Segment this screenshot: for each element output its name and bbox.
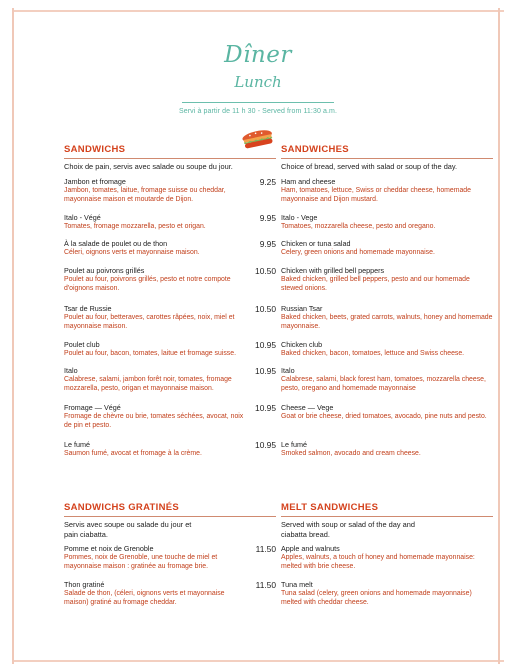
item-description: Calabrese, salami, black forest ham, tomatoes, mozzarella cheese, pesto, oregano and homemade mayonnaise [281,376,486,392]
item-description: Salade de thon, (céleri, oignons verts et mayonnaise maison) gratiné au fromage cheddar. [64,590,225,606]
item-price: 9.95 [259,213,276,223]
item-price: 11.50 [255,580,276,590]
item-description: Calabrese, salami, jambon forêt noir, tomates, fromage mozzarella, pesto, origan et mayonnaise maison. [64,376,232,392]
menu-item [281,403,493,421]
item-description: Celery, green onions and homemade mayonnaise. [281,249,435,256]
item-name: Italo - Végé [64,213,101,222]
menu-item [281,213,493,231]
frame-top-border [14,10,504,12]
section-heading: SANDWICHES [281,144,493,159]
item-description: Baked chicken, bacon, tomatoes, lettuce and Swiss cheese. [281,350,465,357]
menu-item [281,266,493,293]
item-description: Tuna salad (celery, green onions and homemade mayonnaise) melted with cheddar cheese. [281,590,472,606]
menu-item [64,340,276,358]
menu-item [64,544,276,571]
item-description: Poulet au four, bacon, tomates, laitue et fromage suisse. [64,350,236,357]
item-name: Thon gratiné [64,580,105,589]
item-description: Apples, walnuts, a touch of honey and homemade mayonnaise: melted with brie cheese. [281,554,475,570]
menu-item [281,580,493,607]
item-name: Chicken or tuna salad [281,239,351,248]
section-sandwiches-en [281,144,493,474]
item-name: Italo [281,366,295,375]
menu-item [281,440,493,458]
item-name: Russian Tsar [281,304,323,313]
item-description: Baked chicken, grilled bell peppers, pesto and our homemade stewed onions. [281,276,470,292]
section-gratines-fr [64,502,276,622]
item-name: Jambon et fromage [64,177,126,186]
section-intro: Servis avec soupe ou salade du jour et pain ciabatta. [64,520,192,539]
section-sandwichs-fr [64,144,276,474]
section-intro: Served with soup or salad of the day and ciabatta bread. [281,520,415,539]
item-description: Jambon, tomates, laitue, fromage suisse ou cheddar, mayonnaise maison et moutarde de Dijon. [64,187,226,203]
item-name: À la salade de poulet ou de thon [64,239,168,248]
section-melt-en [281,502,493,622]
item-price: 10.50 [255,304,276,314]
menu-item [64,213,276,231]
item-name: Tsar de Russie [64,304,112,313]
item-name: Apple and walnuts [281,544,340,553]
menu-item [64,304,276,331]
item-price: 10.95 [255,440,276,450]
item-description: Tomatoes, mozzarella cheese, pesto and oregano. [281,223,436,230]
item-name: Ham and cheese [281,177,336,186]
item-name: Italo - Vege [281,213,318,222]
menu-item [64,440,276,458]
item-name: Tuna melt [281,580,313,589]
item-name: Fromage — Végé [64,403,121,412]
section-intro: Choice of bread, served with salad or soup of the day. [281,162,458,171]
section-heading: SANDWICHS GRATINÉS [64,502,276,517]
item-price: 10.95 [255,403,276,413]
menu-item [281,304,493,331]
item-price: 10.95 [255,366,276,376]
title-divider [182,102,334,103]
item-price: 9.95 [259,239,276,249]
page-title-fr: Dîner [224,42,292,68]
item-description: Goat or brie cheese, dried tomatoes, avocado, pine nuts and pesto. [281,413,487,420]
page-title-en: Lunch [234,73,282,91]
item-price: 10.95 [255,340,276,350]
item-price: 9.25 [259,177,276,187]
menu-item [64,403,276,430]
section-heading: SANDWICHS [64,144,276,159]
item-name: Le fumé [64,440,90,449]
item-description: Poulet au four, poivrons grillés, pesto et notre compote d'oignons maison. [64,276,231,292]
item-description: Fromage de chèvre ou brie, tomates séchées, avocat, noix de pin et pesto. [64,413,244,429]
item-name: Cheese — Vege [281,403,334,412]
menu-item [64,580,276,607]
service-hours: Servi à partir de 11 h 30 - Served from 11:30 a.m. [178,108,338,115]
item-name: Chicken with grilled bell peppers [281,266,385,275]
item-price: 11.50 [255,544,276,554]
item-price: 10.50 [255,266,276,276]
item-name: Poulet club [64,340,100,349]
menu-item [281,239,493,257]
item-name: Poulet au poivrons grillés [64,266,145,275]
menu-item [281,177,493,204]
menu-item [64,239,276,257]
section-intro: Choix de pain, servis avec salade ou soupe du jour. [64,162,233,171]
item-description: Baked chicken, beets, grated carrots, walnuts, honey and homemade mayonnaise. [281,314,493,330]
menu-item [281,340,493,358]
item-description: Smoked salmon, avocado and cream cheese. [281,450,421,457]
menu-item [64,266,276,293]
menu-item [64,366,276,393]
item-description: Pommes, noix de Grenoble, une touche de miel et mayonnaise maison : gratinée au fromage brie. [64,554,218,570]
menu-item [281,544,493,571]
item-description: Poulet au four, betteraves, carottes râpées, noix, miel et mayonnaise maison. [64,314,235,330]
item-description: Ham, tomatoes, lettuce, Swiss or cheddar cheese, homemade mayonnaise and Dijon mustard. [281,187,471,203]
section-heading: MELT SANDWICHES [281,502,493,517]
item-description: Tomates, fromage mozzarella, pesto et origan. [64,223,206,230]
frame-bottom-border [14,660,504,662]
item-description: Saumon fumé, avocat et fromage à la crème. [64,450,202,457]
item-name: Chicken club [281,340,323,349]
item-description: Céleri, oignons verts et mayonnaise maison. [64,249,200,256]
item-name: Italo [64,366,78,375]
menu-item [64,177,276,204]
item-name: Pomme et noix de Grenoble [64,544,154,553]
item-name: Le fumé [281,440,307,449]
menu-header [0,42,516,115]
menu-item [281,366,493,393]
